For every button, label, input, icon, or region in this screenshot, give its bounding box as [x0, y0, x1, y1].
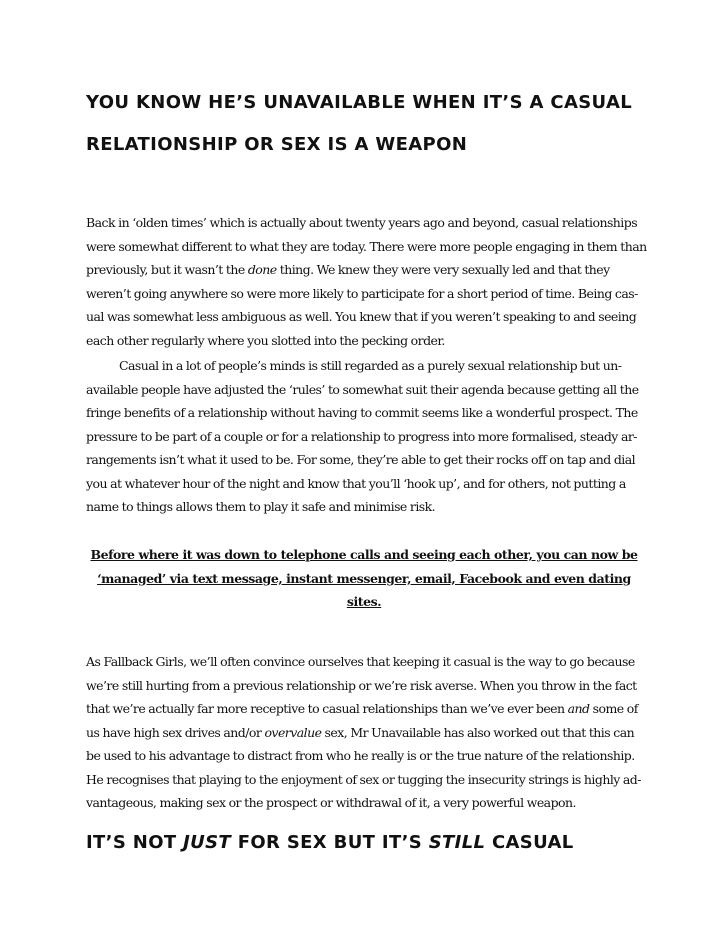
paragraph-line: us have high sex drives and/or overvalue sex, Mr Unavailable has also worked out that this can [86, 724, 635, 740]
pull-quote-line: ‘managed’ via text message, instant messenger, email, Facebook and even dating [97, 570, 631, 586]
paragraph-line: weren’t going anywhere so were more likely to participate for a short period of time. Being cas- [86, 285, 638, 301]
heading-line-2: RELATIONSHIP OR SEX IS A WEAPON [86, 134, 468, 155]
emphasis-overvalue: overvalue [264, 724, 322, 740]
paragraph-line: Back in ‘olden times’ which is actually about twenty years ago and beyond, casual relationships [86, 215, 638, 230]
paragraph-olden-times [86, 211, 647, 352]
paragraph-line: ual was somewhat less ambiguous as well. You knew that if you weren’t speaking to and seeing [86, 309, 637, 324]
paragraph-line: each other regularly where you slotted into the pecking order. [86, 332, 445, 348]
emphasis-still: STILL [428, 832, 486, 853]
paragraph-line: we’re still hurting from a previous relationship or we’re risk averse. When you throw in the fact [86, 677, 637, 693]
paragraph-fallback-girls [86, 650, 642, 815]
paragraph-line: name to things allows them to play it safe and minimise risk. [86, 499, 436, 514]
paragraph-line: previously, but it wasn’t the done thing. We knew they were very sexually led and that they [86, 262, 610, 277]
paragraph-line: you at whatever hour of the night and know that you’ll ‘hook up’, and for others, not putting a [86, 475, 626, 491]
paragraph-line: As Fallback Girls, we’ll often convince ourselves that keeping it casual is the way to go because [86, 654, 635, 669]
emphasis-done: done [247, 262, 277, 277]
pull-quote [80, 543, 648, 614]
subsection-heading: IT’S NOT JUST FOR SEX BUT IT’S STILL CASUAL [86, 832, 574, 853]
paragraph-line: available people have adjusted the ‘rules’ to somewhat suit their agenda because getting all the [86, 381, 639, 397]
paragraph-casual-minds [86, 354, 642, 519]
paragraph-line: vantageous, making sex or the prospect or withdrawal of it, a very powerful weapon. [86, 795, 576, 810]
emphasis-and: and [567, 701, 590, 716]
emphasis-just: JUST [183, 832, 232, 853]
paragraph-line: that we’re actually far more receptive to casual relationships than we’ve ever been and some of [86, 701, 638, 716]
pull-quote-line: sites. [346, 594, 382, 609]
pull-quote-line: Before where it was down to telephone calls and seeing each other, you can now be [90, 547, 638, 562]
paragraph-line: were somewhat different to what they are today. There were more people engaging in them than [86, 238, 647, 254]
paragraph-line: rangements isn’t what it used to be. For some, they’re able to get their rocks off on tap and dial [86, 452, 636, 467]
paragraph-line: pressure to be part of a couple or for a relationship to progress into more formalised, steady ar- [86, 428, 637, 444]
section-heading [86, 82, 666, 166]
paragraph-line: be used to his advantage to distract from who he really is or the true nature of the relationship. [86, 748, 635, 763]
paragraph-line: Casual in a lot of people’s minds is still regarded as a purely sexual relationship but un- [119, 358, 622, 373]
paragraph-line: fringe benefits of a relationship without having to commit seems like a wonderful prospect. The [86, 405, 638, 420]
heading-line-1: YOU KNOW HE’S UNAVAILABLE WHEN IT’S A CASUAL [86, 92, 633, 113]
paragraph-line: He recognises that playing to the enjoyment of sex or tugging the insecurity strings is highly ad- [86, 771, 641, 787]
